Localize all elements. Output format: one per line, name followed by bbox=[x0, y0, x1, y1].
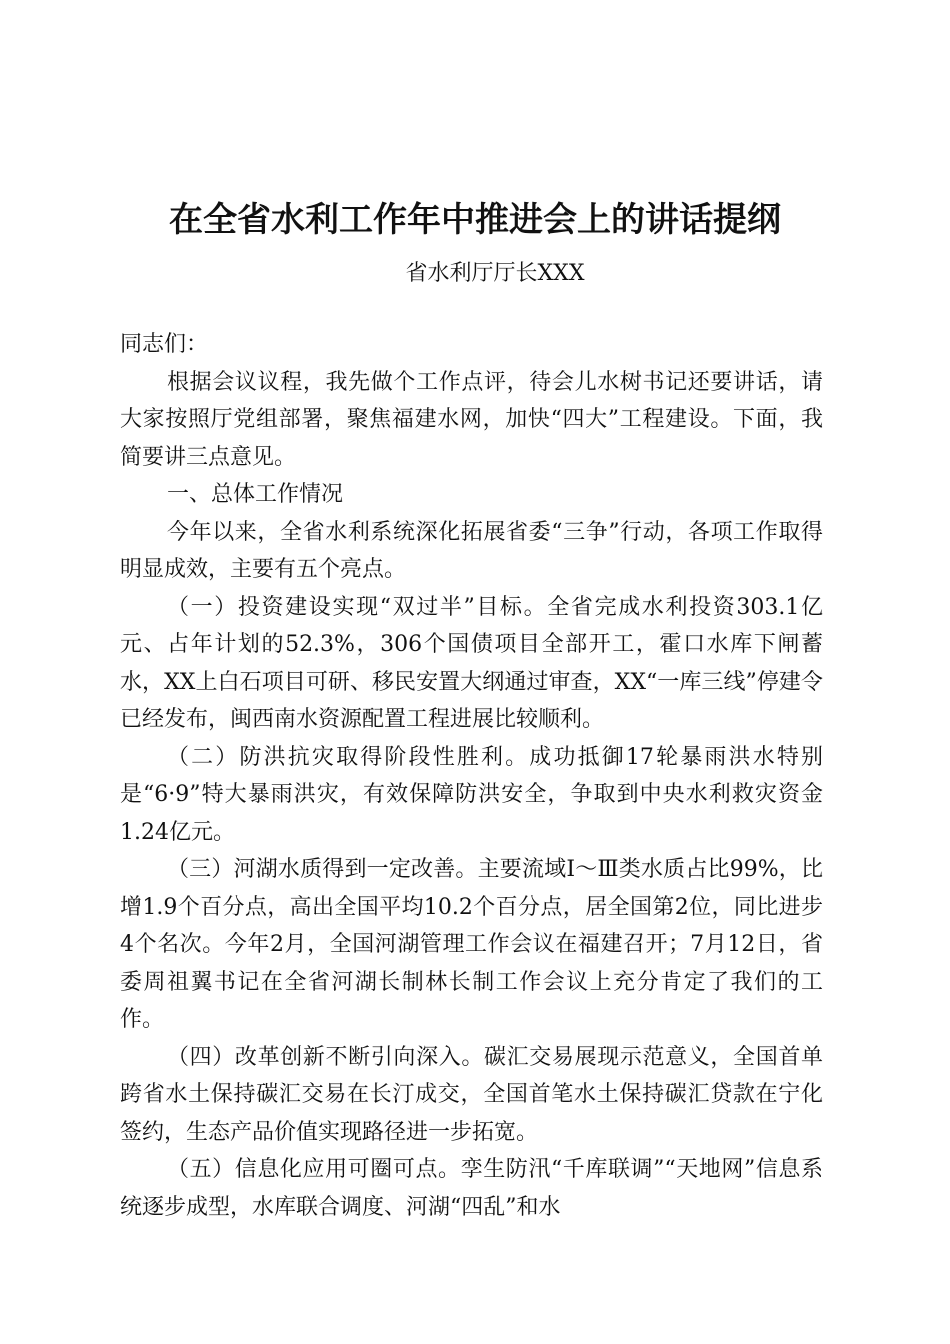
highlight-item-1: （一）投资建设实现“双过半”目标。全省完成水利投资303.1亿元、占年计划的52.3%，306个国债项目全部开工，霍口水库下闸蓄水，XX上白石项目可研、移民安置大纲通过审查，XX“一库三线”停建令已经发布，闽西南水资源配置工程进展比较顺利。 bbox=[120, 594, 823, 732]
highlight-item-3: （三）河湖水质得到一定改善。主要流域Ⅰ～Ⅲ类水质占比99%，比增1.9个百分点，高出全国平均10.2个百分点，居全国第2位，同比进步4个名次。今年2月，全国河湖管理工作会议在福建召开；7月12日，省委周祖翼书记在全省河湖长制林长制工作会议上充分肯定了我们的工作。 bbox=[120, 857, 823, 1032]
section-heading: 一、总体工作情况 bbox=[167, 482, 344, 507]
document-title: 在全省水利工作年中推进会上的讲话提纲 bbox=[169, 200, 781, 240]
document-body bbox=[120, 326, 823, 1226]
section-lead-paragraph: 今年以来，全省水利系统深化拓展省委“三争”行动，各项工作取得明显成效，主要有五个亮点。 bbox=[120, 519, 823, 582]
highlight-item-5: （五）信息化应用可圈可点。孪生防汛“千库联调”“天地网”信息系统逐步成型，水库联合调度、河湖“四乱”和水 bbox=[120, 1157, 823, 1220]
intro-paragraph: 根据会议议程，我先做个工作点评，待会儿水树书记还要讲话，请大家按照厅党组部署，聚焦福建水网，加快“四大”工程建设。下面，我简要讲三点意见。 bbox=[120, 369, 823, 470]
salutation: 同志们： bbox=[120, 332, 209, 357]
highlight-item-2: （二）防洪抗灾取得阶段性胜利。成功抵御17轮暴雨洪水特别是“6·9”特大暴雨洪灾，有效保障防洪安全，争取到中央水利救灾资金1.24亿元。 bbox=[120, 744, 823, 845]
highlight-item-4: （四）改革创新不断引向深入。碳汇交易展现示范意义，全国首单跨省水土保持碳汇交易在长汀成交，全国首笔水土保持碳汇贷款在宁化签约，生态产品价值实现路径进一步拓宽。 bbox=[120, 1044, 823, 1145]
document-author: 省水利厅厅长XXX bbox=[405, 261, 585, 286]
